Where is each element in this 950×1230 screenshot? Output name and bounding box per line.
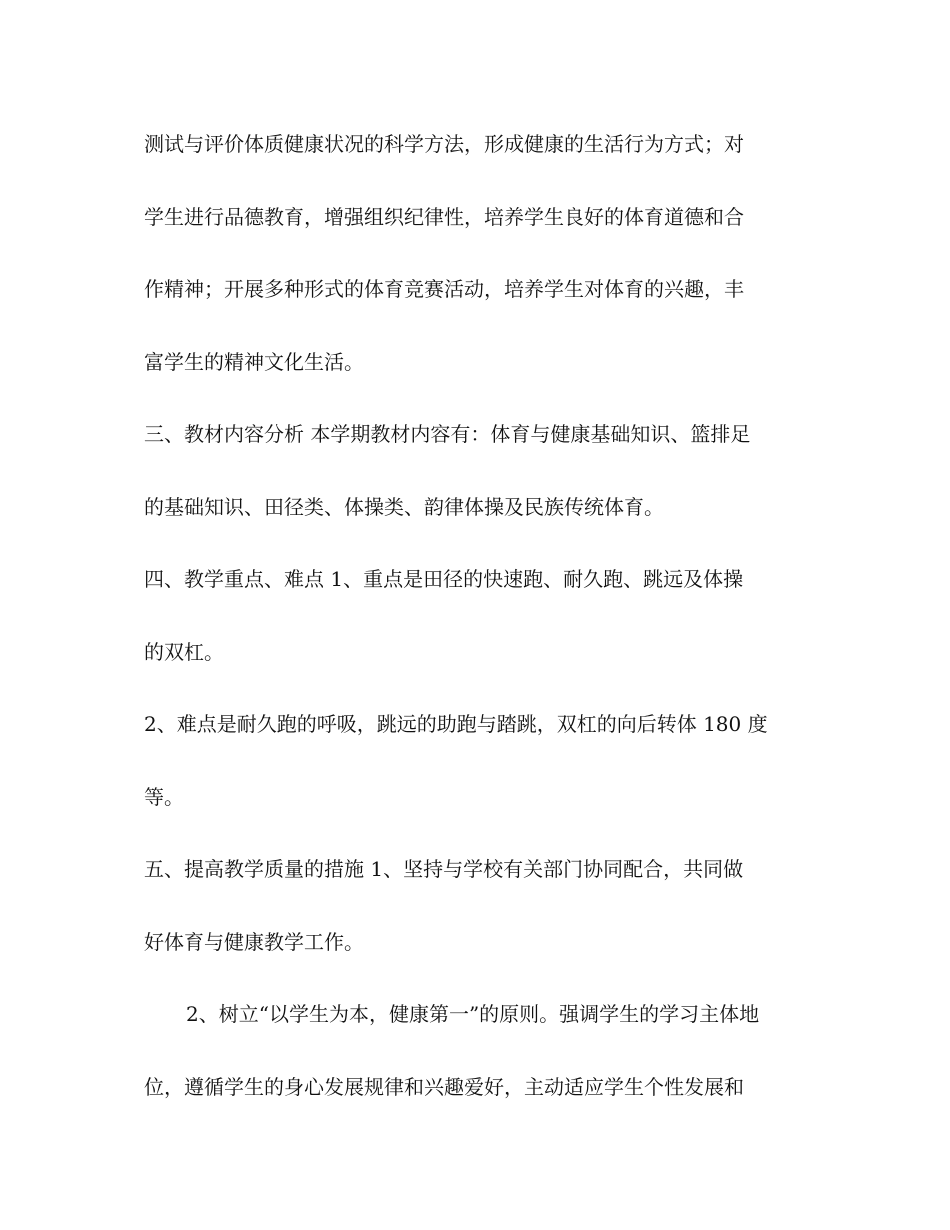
text-line: 2、难点是耐久跑的呼吸，跳远的助跑与踏跳，双杠的向后转体 180 度	[144, 712, 768, 736]
text-line: 好体育与健康教学工作。	[144, 929, 364, 954]
text-line: 作精神；开展多种形式的体育竞赛活动，培养学生对体育的兴趣，丰	[144, 277, 744, 301]
text-line-indented: 2、树立“以学生为本，健康第一”的原则。强调学生的学习主体地	[186, 1002, 760, 1026]
section-heading-line: 五、提高教学质量的措施 1、坚持与学校有关部门协同配合，共同做	[144, 857, 744, 881]
text-line: 等。	[144, 784, 184, 809]
text-line: 的双杠。	[144, 639, 224, 664]
document-body	[144, 118, 814, 1133]
text-line: 测试与评价体质健康状况的科学方法，形成健康的生活行为方式；对	[144, 132, 744, 156]
text-line: 的基础知识、田径类、体操类、韵律体操及民族传统体育。	[144, 494, 664, 519]
text-line: 位，遵循学生的身心发展规律和兴趣爱好，主动适应学生个性发展和	[144, 1074, 744, 1099]
section-heading-line: 四、教学重点、难点 1、重点是田径的快速跑、耐久跑、跳远及体操	[144, 567, 744, 591]
section-heading-line: 三、教材内容分析 本学期教材内容有：体育与健康基础知识、篮排足	[144, 422, 751, 446]
text-line: 富学生的精神文化生活。	[144, 349, 364, 374]
text-line: 学生进行品德教育，增强组织纪律性，培养学生良好的体育道德和合	[144, 204, 744, 229]
